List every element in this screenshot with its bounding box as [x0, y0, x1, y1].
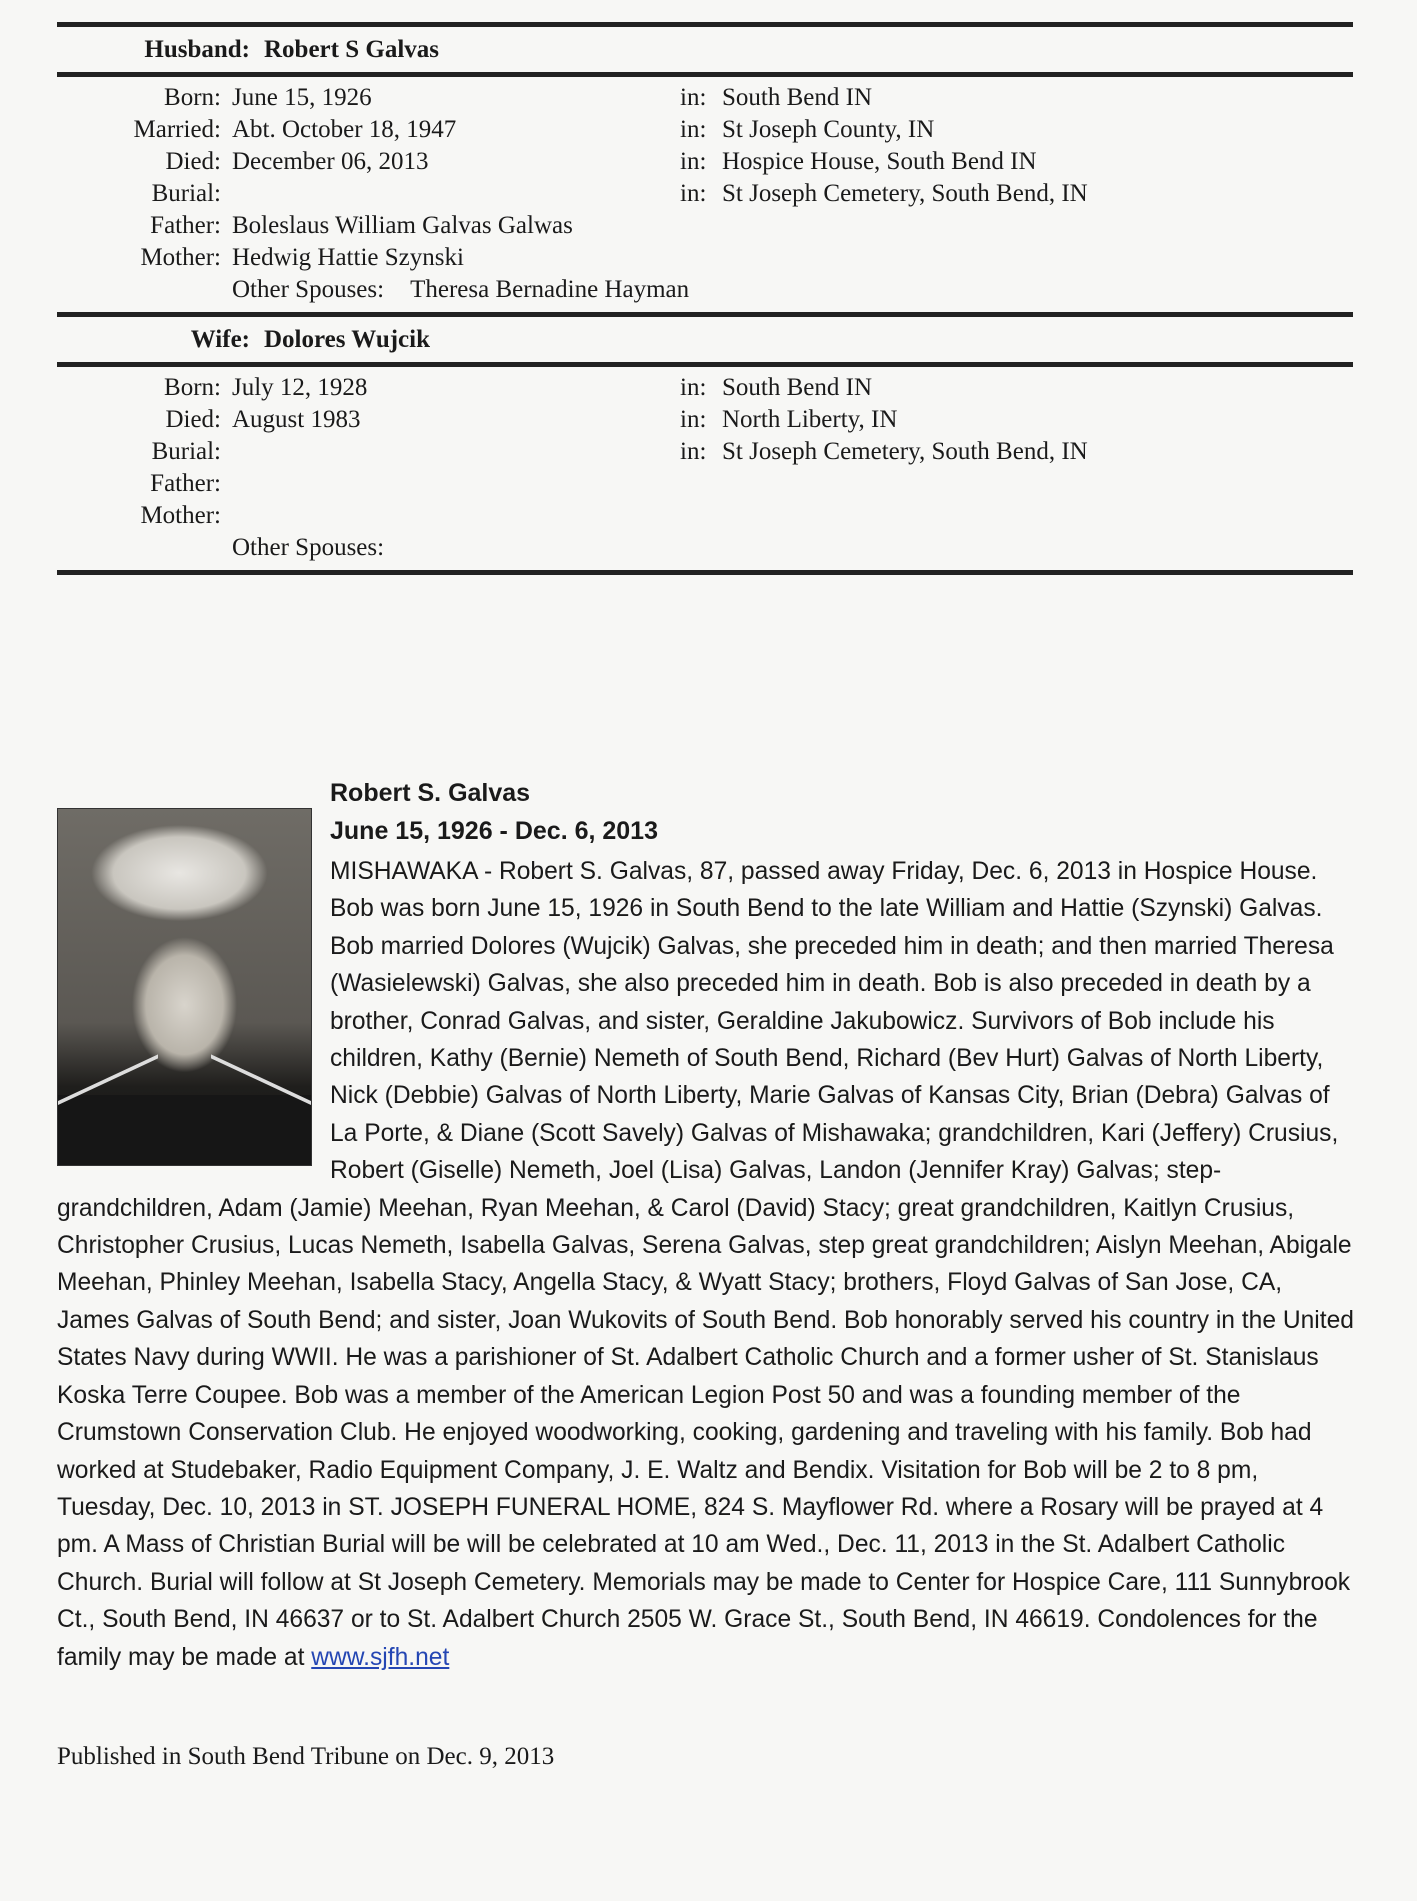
field-value: July 12, 1928 [232, 374, 368, 401]
field-label: Died: [165, 406, 221, 433]
field-value: December 06, 2013 [232, 148, 429, 175]
field-value: Hedwig Hattie Szynski [232, 244, 464, 271]
place-prefix: in: [680, 84, 707, 111]
place-value: South Bend IN [722, 374, 872, 401]
field-label: Burial: [151, 438, 221, 465]
field-label: Married: [133, 116, 221, 143]
wife-row [57, 470, 1353, 502]
place-prefix: in: [680, 180, 707, 207]
top-rule [57, 22, 1353, 27]
place-value: South Bend IN [722, 84, 872, 111]
field-value: Abt. October 18, 1947 [232, 116, 457, 143]
bottom-rule [57, 570, 1353, 575]
photo-wrap-space [57, 853, 330, 1171]
field-label: Mother: [140, 502, 221, 529]
place-value: St Joseph County, IN [722, 116, 935, 143]
husband-row [57, 180, 1353, 212]
place-value: St Joseph Cemetery, South Bend, IN [722, 180, 1088, 207]
field-label: Mother: [140, 244, 221, 271]
other-spouses-label: Other Spouses: [232, 534, 385, 561]
wife-row [57, 502, 1353, 534]
field-label: Father: [150, 470, 221, 497]
place-prefix: in: [680, 438, 707, 465]
field-label: Father: [150, 212, 221, 239]
husband-name: Robert S Galvas [264, 36, 439, 63]
wife-name: Dolores Wujcik [264, 326, 430, 353]
field-label: Born: [164, 374, 221, 401]
husband-rule [57, 72, 1353, 77]
wife-other-spouses [232, 534, 410, 562]
other-spouses-value: Theresa Bernadine Hayman [410, 276, 690, 303]
wife-rule [57, 362, 1353, 367]
husband-label: Husband: [144, 36, 250, 63]
husband-row [57, 84, 1353, 116]
field-value: June 15, 1926 [232, 84, 372, 111]
husband-other-spouses [232, 276, 689, 304]
husband-row [57, 148, 1353, 180]
obituary-name: Robert S. Galvas [330, 779, 531, 807]
field-label: Burial: [151, 180, 221, 207]
wife-row [57, 406, 1353, 438]
published-line: Published in South Bend Tribune on Dec. 9, 2013 [57, 1743, 555, 1770]
husband-row [57, 244, 1353, 276]
field-value: Boleslaus William Galvas Galwas [232, 212, 573, 239]
place-value: Hospice House, South Bend IN [722, 148, 1037, 175]
funeral-home-link[interactable]: www.sjfh.net [311, 1643, 450, 1671]
place-prefix: in: [680, 374, 707, 401]
field-label: Born: [164, 84, 221, 111]
place-value: St Joseph Cemetery, South Bend, IN [722, 438, 1088, 465]
wife-row [57, 438, 1353, 470]
obituary-body: MISHAWAKA - Robert S. Galvas, 87, passed away Friday, Dec. 6, 2013 in Hospice House. Bob was born June 15, 1926 in South Bend to the late William and Hattie (Szynski) Galvas. Bob married Dolores (Wujcik) Galvas, she preceded him in death; and then married Theresa (Wasielewski) Galvas, she also preceded him in death. Bob is also preceded in death by a brother, Conrad Galvas, and sister, Geraldine Jakubowicz. Survivors of Bob include his children, Kathy (Bernie) Nemeth of South Bend, Richard (Bev Hurt) Galvas of North Liberty, Nick (Debbie) Galvas of North Liberty, Marie Galvas of Kansas City, Brian (Debra) Galvas of La Porte, & Diane (Scott Savely) Galvas of Mishawaka; grandchildren, Kari (Jeffery) Crusius, Robert (Giselle) Nemeth, Joel (Lisa) Galvas, Landon (Jennifer Kray) Galvas; step-grandchildren, Adam (Jamie) Meehan, Ryan Meehan, & Carol (David) Stacy; great grandchildren, Kaitlyn Crusius, Christopher Crusius, Lucas Nemeth, Isabella Galvas, Serena Galvas, step great grandchildren; Aislyn Meehan, Abigale Meehan, Phinley Meehan, Isabella Stacy, Angella Stacy, & Wyatt Stacy; brothers, Floyd Galvas of San Jose, CA, James Galvas of South Bend; and sister, Joan Wukovits of South Bend. Bob honorably served his country in the United States Navy during WWII. He was a parishioner of St. Adalbert Catholic Church and a former usher of St. Stanislaus Koska Terre Coupee. Bob was a member of the American Legion Post 50 and was a founding member of the Crumstown Conservation Club. He enjoyed woodworking, cooking, gardening and traveling with his family. Bob had worked at Studebaker, Radio Equipment Company, J. E. Waltz and Bendix. Visitation for Bob will be 2 to 8 pm, Tuesday, Dec. 10, 2013 in ST. JOSEPH FUNERAL HOME, 824 S. Mayflower Rd. where a Rosary will be prayed at 4 pm. A Mass of Christian Burial will be will be celebrated at 10 am Wed., Dec. 11, 2013 in the St. Adalbert Catholic Church. Burial will follow at St Joseph Cemetery. Memorials may be made to Center for Hospice Care, 111 Sunnybrook Ct., South Bend, IN 46637 or to St. Adalbert Church 2505 W. Grace St., South Bend, IN 46619. Condolences for the family may be made at [57, 858, 1354, 1671]
wife-label: Wife: [190, 326, 250, 353]
wife-row [57, 374, 1353, 406]
wife-top-rule [57, 312, 1353, 317]
place-prefix: in: [680, 116, 707, 143]
field-label: Died: [165, 148, 221, 175]
place-prefix: in: [680, 406, 707, 433]
obituary-text [57, 853, 1357, 1676]
obituary-dates: June 15, 1926 - Dec. 6, 2013 [330, 817, 658, 845]
field-value: August 1983 [232, 406, 361, 433]
husband-row [57, 212, 1353, 244]
place-prefix: in: [680, 148, 707, 175]
other-spouses-label: Other Spouses: [232, 276, 385, 303]
husband-row [57, 116, 1353, 148]
place-value: North Liberty, IN [722, 406, 898, 433]
